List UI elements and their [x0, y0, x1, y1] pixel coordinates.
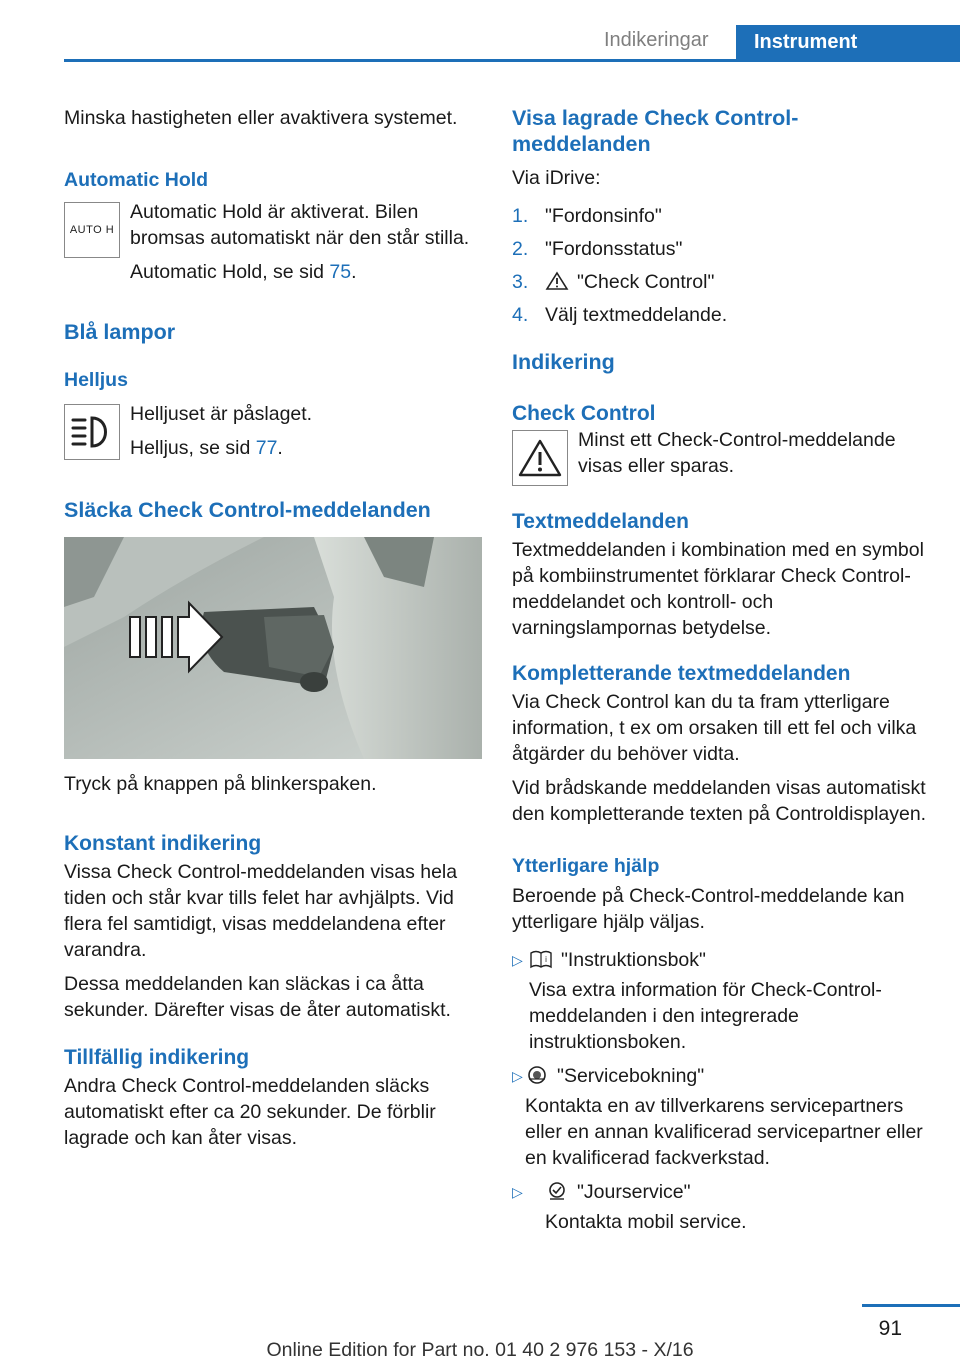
helljus-row — [64, 401, 482, 497]
list-item: 4. Välj textmeddelande. — [512, 304, 728, 326]
auto-hold-icon: AUTO H — [64, 202, 120, 258]
roadside-service-icon — [545, 1181, 569, 1201]
step-fordonsstatus[interactable]: "Fordonsstatus" — [545, 238, 683, 260]
option-instruktionsbok[interactable]: "Instruktionsbok" — [560, 949, 706, 971]
automatic-hold-row — [64, 199, 482, 319]
step-valj-textmeddelande[interactable]: Välj textmeddelande. — [545, 304, 728, 326]
list-item: 1. "Fordonsinfo" — [512, 205, 662, 227]
footer-edition: Online Edition for Part no. 01 40 2 976 153 - X/16 — [266, 1339, 694, 1361]
helljus-heading: Helljus — [64, 369, 128, 391]
page-number: 91 — [878, 1317, 902, 1340]
list-item: ▷ i "Instruktionsbok" Visa extra information för Check-Control-meddelanden i den integrerade instruktionsboken. — [512, 947, 932, 1055]
via-idrive-label: Via iDrive: — [512, 167, 601, 189]
page-link-77[interactable]: 77 — [255, 437, 278, 459]
page-link-75[interactable]: 75 — [329, 261, 352, 283]
option-instruktionsbok-desc: Visa extra information för Check-Control-meddelanden i den integrerade instruktionsboken. — [528, 979, 882, 1053]
service-car-icon — [525, 1065, 549, 1085]
ytterligare-hjalp-paragraph: Beroende på Check-Control-meddelande kan ytterligare hjälp väljas. — [512, 885, 905, 933]
header-rule — [64, 59, 960, 62]
list-item: 3. "Check Control" — [512, 271, 715, 293]
right-column — [512, 105, 932, 1243]
option-servicebokning-desc: Kontakta en av tillverkarens servicepartners eller en annan kvalificerad servicepartner eller en kvalificerad fackverkstad. — [525, 1095, 923, 1169]
header-tab-instrument: Instrument — [736, 25, 960, 60]
slacka-heading: Släcka Check Control-meddelanden — [64, 498, 431, 522]
helljus-text: Helljuset är påslaget. — [130, 403, 313, 425]
option-jourservice[interactable]: "Jourservice" — [577, 1181, 691, 1203]
check-control-text: Minst ett Check-Control-meddelande visas eller sparas. — [578, 429, 896, 477]
textmeddelanden-heading: Textmeddelanden — [512, 510, 689, 533]
list-item: 2. "Fordonsstatus" — [512, 238, 683, 260]
header-tab-indikeringar: Indikeringar — [604, 29, 709, 51]
step-fordonsinfo[interactable]: "Fordonsinfo" — [545, 205, 662, 227]
konstant-paragraph-2: Dessa meddelanden kan släckas i ca åtta sekunder. Därefter visas de åter automatiskt. — [64, 973, 451, 1021]
turn-signal-lever-photo — [64, 537, 482, 759]
idrive-steps-list — [512, 203, 932, 335]
photo-caption: Tryck på knappen på blinkerspaken. — [64, 773, 377, 795]
help-options-list — [512, 947, 932, 1235]
automatic-hold-ref: Automatic Hold, se sid 75. — [130, 261, 357, 283]
kompletterande-paragraph-2: Vid brådskande meddelanden visas automatiskt den kompletterande texten på Controldisplayen. — [512, 777, 927, 825]
intro-paragraph: Minska hastigheten eller avaktivera systemet. — [64, 107, 458, 129]
automatic-hold-heading: Automatic Hold — [64, 169, 209, 191]
ytterligare-hjalp-heading: Ytterligare hjälp — [512, 855, 660, 877]
list-item: ▷ "Servicebokning" Kontakta en av tillverkarens servicepartners eller en annan kvalificerad servicepartner eller en kvalificerad fackverkstad. — [512, 1063, 932, 1171]
page-number-rule — [862, 1304, 960, 1307]
konstant-paragraph-1: Vissa Check Control-meddelanden visas hela tiden och står kvar tills felet har avhjälpts. Vid flera fel samtidigt, visas meddelandena efter varandra. — [64, 861, 458, 961]
bla-lampor-heading: Blå lampor — [64, 320, 176, 344]
indikering-heading: Indikering — [512, 350, 615, 374]
book-icon — [529, 949, 553, 969]
step-check-control[interactable]: "Check Control" — [577, 271, 715, 293]
list-item: ▷ "Jourservice" Kontakta mobil service. — [512, 1181, 747, 1233]
svg-text:i: i — [545, 955, 547, 964]
textmeddelanden-paragraph: Textmeddelanden i kombination med en symbol på kombiinstrumentet förklarar Check Control-meddelandet och kontroll- och varningslampornas betydelse. — [512, 539, 924, 639]
tillfallig-paragraph: Andra Check Control-meddelanden släcks automatiskt efter ca 20 sekunder. De förblir lagrade och kan åter visas. — [64, 1075, 436, 1149]
kompletterande-heading: Kompletterande textmeddelanden — [512, 662, 851, 685]
check-control-warning-icon — [512, 430, 568, 486]
kompletterande-paragraph-1: Via Check Control kan du ta fram ytterligare information, t ex om orsaken till ett fel och vilka åtgärder du behöver vidta. — [512, 691, 917, 765]
helljus-ref: Helljus, se sid 77. — [130, 437, 283, 459]
tillfallig-heading: Tillfällig indikering — [64, 1046, 250, 1069]
warning-icon — [545, 271, 569, 291]
konstant-heading: Konstant indikering — [64, 832, 262, 855]
option-servicebokning[interactable]: "Servicebokning" — [557, 1065, 705, 1087]
check-control-heading: Check Control — [512, 402, 656, 425]
check-control-row — [512, 427, 932, 509]
left-column — [64, 105, 482, 1159]
visa-lagrade-heading: Visa lagrade Check Control-meddelanden — [512, 106, 799, 156]
option-jourservice-desc: Kontakta mobil service. — [545, 1211, 747, 1233]
high-beam-icon — [64, 404, 120, 460]
automatic-hold-text: Automatic Hold är aktiverat. Bilen bromsas automatiskt när den står stilla. — [130, 201, 470, 249]
